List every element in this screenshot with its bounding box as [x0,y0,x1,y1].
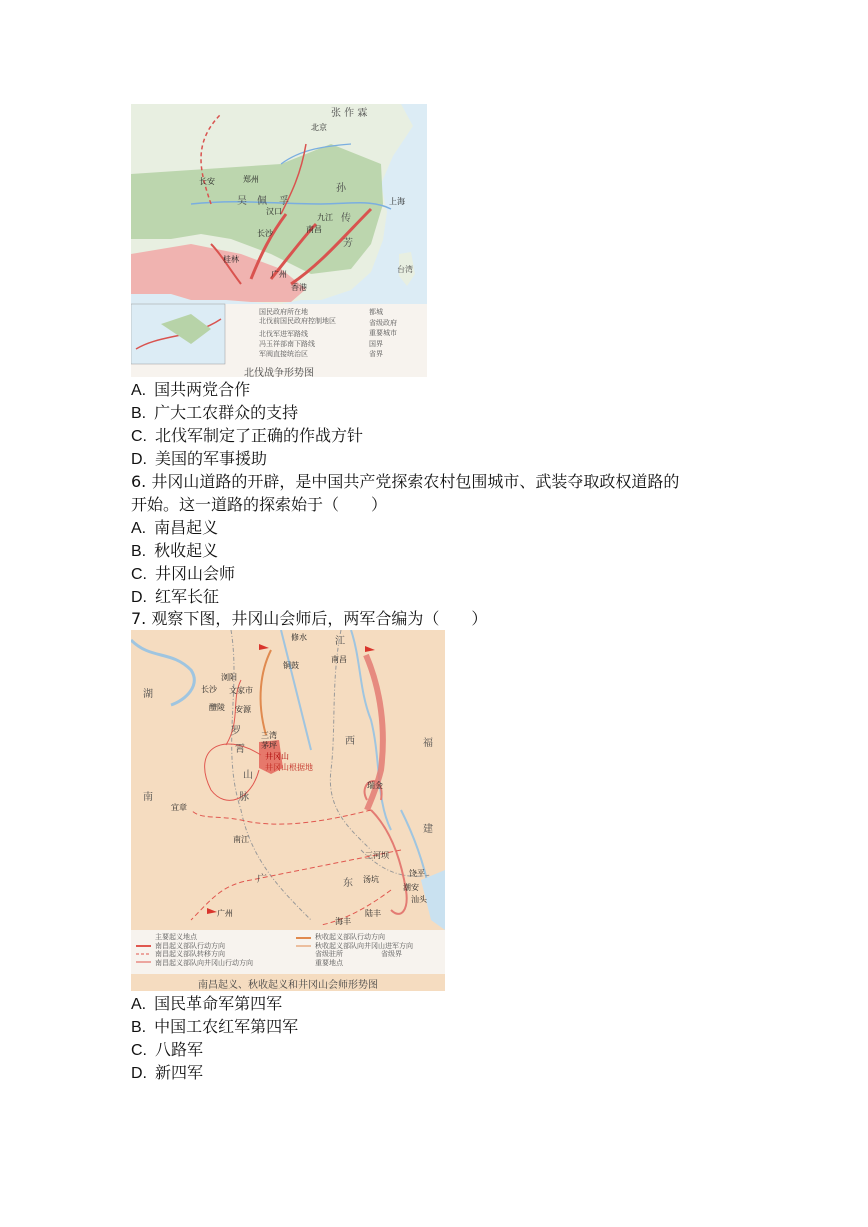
map2-caption: 南昌起义、秋收起义和井冈山会师形势图 [198,980,378,991]
map2-label-wenjiashi: 文家市 [229,686,253,695]
option-letter: B. [131,1019,147,1036]
map1-label-guilin: 桂林 [223,255,239,264]
map2-label-jian: 建 [423,824,433,835]
map1-label-fang: 芳 [343,238,353,249]
q7-option-c [131,1039,203,1062]
map2-label-raoping: 饶平 [409,869,425,878]
map2-label-haifeng: 海丰 [335,917,351,926]
option-letter: C. [131,428,147,445]
map1-label-sun: 孙 [336,183,346,194]
map1-label-shanghai: 上海 [389,197,405,206]
map1-label-chuan: 传 [341,213,351,224]
option-letter: A. [131,520,147,537]
map1-legend-item: 省界 [369,350,383,358]
nanchang-uprising-map [131,630,445,991]
map1-legend-item: 都城 [369,308,383,316]
map2-label-xi: 西 [345,736,355,747]
map2-legend-item: 省级驻所 [315,950,343,958]
q6-option-a [131,517,218,540]
map2-label-jiang: 江 [335,636,345,647]
map2-label-xiushui: 修水 [291,633,307,642]
q7-stem: 7. 观察下图，井冈山会师后，两军合编为（ ） [131,609,488,628]
option-text: 秋收起义 [154,541,219,560]
map2-label-tonggu: 铜鼓 [283,661,299,670]
q7-option-d [131,1062,203,1085]
map2-label-maoping: 茅坪 [261,741,277,750]
map1-label-nanchang: 南昌 [306,225,322,234]
option-letter: D. [131,1065,147,1082]
map2-legend-item: 秋收起义部队向井冈山进军方向 [315,942,413,950]
option-letter: D. [131,589,147,606]
map1-legend-item: 省级政府 [369,319,397,327]
map2-label-xiao: 霄 [235,744,245,755]
q6-option-d [131,586,219,609]
option-text: 八路军 [155,1040,204,1059]
map1-legend-item: 北伐军进军路线 [259,330,308,338]
map2-label-sanwan: 三湾 [261,731,277,740]
option-text: 新四军 [155,1063,204,1082]
map2-label-shantou: 汕头 [411,895,427,904]
option-text: 美国的军事援助 [155,449,268,468]
map1-label-zhengzhou: 郑州 [243,175,259,184]
q6-stem-line2: 开始。这一道路的探索始于（ ） [131,495,388,514]
map2-legend [131,930,445,972]
map1-label-fu: 孚 [279,196,289,207]
map1-label-guangzhou: 广州 [271,270,287,279]
map2-label-chaoan: 潮安 [403,883,419,892]
map2-label-changsha: 长沙 [201,685,217,694]
map1-legend-item: 国界 [369,340,383,348]
map2-legend-item: 南昌起义部队向井冈山行动方向 [155,959,253,967]
q7-option-b [131,1016,298,1039]
map1-legend [229,307,425,363]
map1-legend-item: 国民政府所在地 [259,308,308,316]
q6-option-b [131,540,218,563]
map1-label-hongkong: 香港 [291,283,307,292]
map2-label-yizhang: 宜章 [171,803,187,812]
map1-legend-item: 冯玉祥部南下路线 [259,340,315,348]
map2-label-nan: 南 [143,792,153,803]
option-letter: A. [131,382,147,399]
map2-label-fu: 福 [423,738,433,749]
q5-option-a [131,379,250,402]
map2-legend-item: 主要起义地点 [155,933,197,941]
map2-legend-item: 重要地点 [315,959,343,967]
map2-label-shan: 山 [243,770,253,781]
q5-option-b [131,402,298,425]
option-text: 国共两党合作 [154,380,251,399]
map2-label-hu: 湖 [143,689,153,700]
option-letter: B. [131,543,147,560]
map1-label-pei: 佩 [257,196,267,207]
map2-label-guangzhou: 广州 [217,909,233,918]
map2-label-mai: 脉 [239,792,249,803]
option-text: 国民革命军第四军 [154,994,283,1013]
map2-legend-item: 南昌起义部队转移方向 [155,950,225,958]
q5-option-c [131,425,363,448]
northern-expedition-map [131,104,427,377]
option-letter: D. [131,451,147,468]
map2-label-jinggangshan: 井冈山 [265,752,289,761]
map2-label-tangkeng: 汤坑 [363,875,379,884]
map1-legend-item: 军阀直接统治区 [259,350,308,358]
option-letter: B. [131,405,147,422]
q5-option-d [131,448,267,471]
option-text: 南昌起义 [154,518,219,537]
map2-label-anyuan: 安源 [235,705,251,714]
q7-option-a [131,993,282,1016]
map1-legend-item: 重要城市 [369,329,397,337]
map1-label-jiujiang: 九江 [317,213,333,222]
map2-label-nanjiang: 南江 [233,835,249,844]
map2-label-ruijin: 瑞金 [367,781,383,790]
q6-option-c [131,563,235,586]
map1-label-beijing: 北京 [311,123,327,132]
map1-legend-item: 北伐前国民政府控制地区 [259,317,336,325]
option-text: 广大工农群众的支持 [154,403,299,422]
map2-label-luo: 罗 [231,726,241,737]
option-letter: C. [131,566,147,583]
option-text: 北伐军制定了正确的作战方针 [155,426,364,445]
map1-label-taiwan: 台湾 [397,265,413,274]
map2-legend-item: 南昌起义部队行动方向 [155,942,225,950]
option-letter: A. [131,996,147,1013]
map2-label-dong: 东 [343,878,353,889]
map2-legend-item: 秋收起义部队行动方向 [315,933,385,941]
map1-caption: 北伐战争形势图 [244,368,314,377]
map1-label-changan: 长安 [199,177,215,186]
map2-label-guang: 广 [257,874,267,885]
map2-label-nanchang: 南昌 [331,655,347,664]
option-text: 红军长征 [155,587,220,606]
map2-label-base: 井冈山根据地 [265,763,313,772]
option-text: 井冈山会师 [155,564,236,583]
map2-label-liling: 醴陵 [209,703,225,712]
map2-label-lufeng: 陆丰 [365,909,381,918]
map1-label-zhangzuolin: 张 作 霖 [331,108,368,119]
map1-label-hankou: 汉口 [266,207,282,216]
option-letter: C. [131,1042,147,1059]
map2-label-liuyang: 浏阳 [221,673,237,682]
q6-stem-line1: 6. 井冈山道路的开辟，是中国共产党探索农村包围城市、武装夺取政权道路的 [131,472,680,491]
map1-label-wu: 吴 [237,196,247,207]
map2-label-sanheba: 三河坝 [365,851,389,860]
map2-legend-item: 省级界 [381,950,402,958]
option-text: 中国工农红军第四军 [154,1017,299,1036]
map1-label-changsha: 长沙 [257,229,273,238]
